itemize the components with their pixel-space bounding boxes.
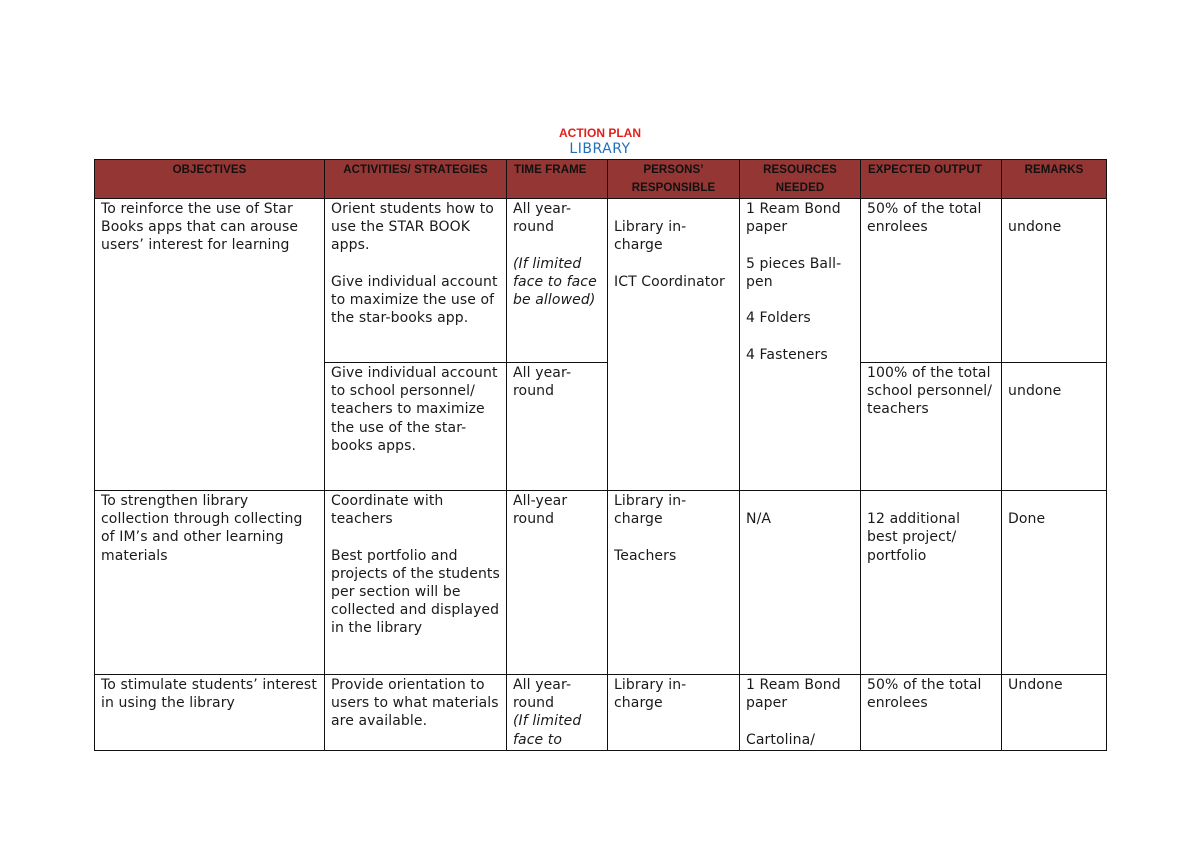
resources-cell	[740, 675, 861, 751]
activity-text: Give individual account to maximize the use of the star-books app.	[331, 273, 498, 327]
activity-cell: Give individual account to school personnel/ teachers to maximize the use of the star-books apps.	[325, 363, 507, 491]
objective-cell: To stimulate students’ interest in using the library	[95, 675, 325, 751]
header-time-frame: TIME FRAME	[507, 160, 608, 199]
resource-item: 4 Fasteners	[746, 346, 828, 363]
remarks-text: undone	[1008, 219, 1062, 236]
persons-text: Library in-charge	[614, 219, 687, 254]
activity-text: Best portfolio and projects of the students per section will be collected and displayed in the library	[331, 547, 500, 637]
expected-output-cell	[861, 491, 1002, 675]
header-persons: PERSONS’ RESPONSIBLE	[608, 160, 740, 199]
resource-item: 1 Ream Bond paper	[746, 677, 841, 712]
time-frame-note: (If limited face to	[513, 713, 582, 748]
time-frame-cell	[507, 199, 608, 363]
document-title: ACTION PLAN	[559, 126, 641, 140]
time-frame-note: (If limited face to face be allowed)	[513, 255, 597, 308]
remarks-text: Done	[1008, 511, 1046, 528]
expected-output-text: 12 additional best project/ portfolio	[867, 511, 961, 564]
resources-cell	[740, 199, 861, 491]
activity-cell	[325, 491, 507, 675]
remarks-text: undone	[1008, 383, 1062, 400]
header-activities: ACTIVITIES/ STRATEGIES	[325, 160, 507, 199]
activity-cell: Provide orientation to users to what materials are available.	[325, 675, 507, 751]
time-frame-cell: All-year round	[507, 491, 608, 675]
persons-text: Library in-charge	[614, 493, 687, 528]
header-expected-output: EXPECTED OUTPUT	[861, 160, 1002, 199]
resource-item: 5 pieces Ball-pen	[746, 255, 842, 290]
activity-text: Coordinate with teachers	[331, 493, 444, 528]
header-resources: RESOURCES NEEDED	[740, 160, 861, 199]
expected-output-cell: 50% of the total enrolees	[861, 199, 1002, 363]
table-row	[95, 491, 1107, 675]
time-frame-cell	[507, 675, 608, 751]
persons-text: ICT Coordinator	[614, 273, 725, 290]
persons-cell	[608, 199, 740, 491]
table-row	[95, 675, 1107, 751]
objective-cell: To reinforce the use of Star Books apps that can arouse users’ interest for learning	[95, 199, 325, 491]
time-frame-text: All year-round	[513, 201, 572, 236]
activity-cell	[325, 199, 507, 363]
action-plan-table	[94, 159, 1107, 751]
persons-cell: Library in-charge	[608, 675, 740, 751]
time-frame-cell: All year-round	[507, 363, 608, 491]
remarks-cell	[1002, 199, 1107, 363]
document-subtitle: LIBRARY	[569, 141, 631, 157]
resources-cell	[740, 491, 861, 675]
resource-item: N/A	[746, 511, 772, 528]
table-header-row	[95, 160, 1107, 199]
persons-cell	[608, 491, 740, 675]
table-row	[95, 199, 1107, 363]
header-objectives: OBJECTIVES	[95, 160, 325, 199]
time-frame-text: All year-round	[513, 677, 572, 712]
remarks-cell	[1002, 491, 1107, 675]
expected-output-cell: 100% of the total school personnel/ teachers	[861, 363, 1002, 491]
remarks-cell	[1002, 363, 1107, 491]
objective-cell: To strengthen library collection through collecting of IM’s and other learning materials	[95, 491, 325, 675]
expected-output-cell: 50% of the total enrolees	[861, 675, 1002, 751]
resource-item: Cartolina/	[746, 731, 816, 748]
resource-item: 1 Ream Bond paper	[746, 201, 841, 236]
resource-item: 4 Folders	[746, 310, 811, 327]
persons-text: Teachers	[614, 547, 677, 564]
activity-text: Orient students how to use the STAR BOOK apps.	[331, 201, 494, 254]
remarks-cell: Undone	[1002, 675, 1107, 751]
header-remarks: REMARKS	[1002, 160, 1107, 199]
